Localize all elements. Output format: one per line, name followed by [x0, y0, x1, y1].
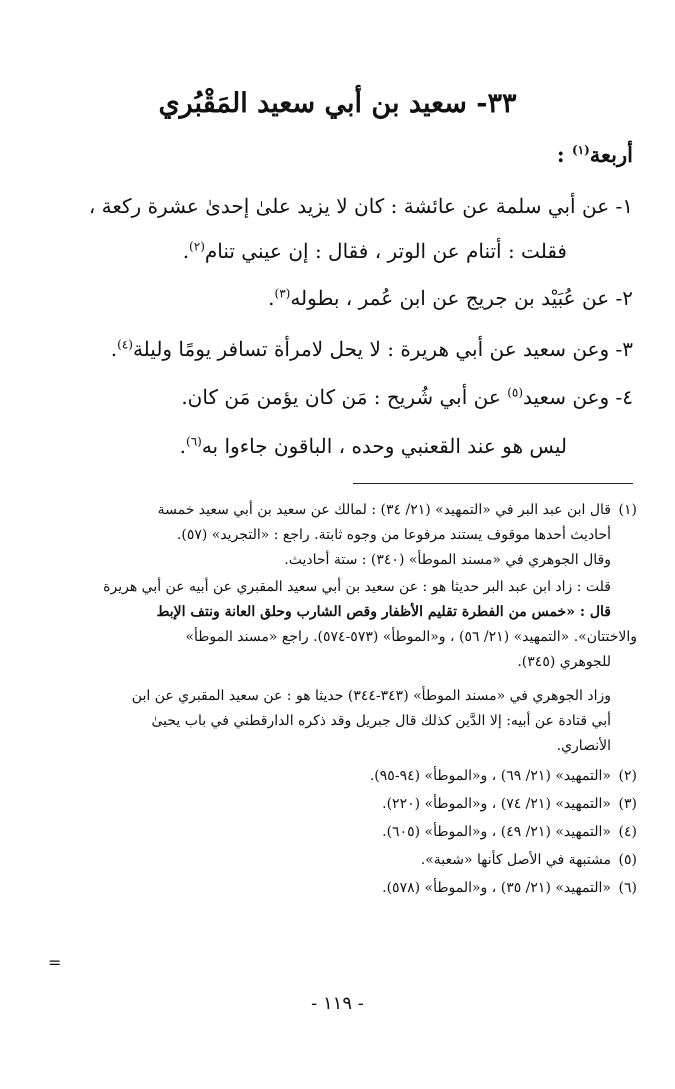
footnote-3 — [37, 792, 637, 817]
footnote-text: للجوهري (٣٤٥). — [517, 654, 611, 670]
footnote-text: «التمهيد» (٢١/ ٣٥) ، و«الموطأ» (٥٧٨). — [382, 880, 611, 896]
footnote-separator — [353, 483, 633, 484]
hadith-text: فقلت : أتنام عن الوتر ، فقال : إن عيني تنام — [204, 239, 567, 263]
chapter-title: ٣٣- سعيد بن أبي سعيد المَقْبُري — [158, 88, 517, 119]
hadith-line-2 — [0, 236, 567, 266]
footnote-1-line — [37, 523, 611, 548]
intro-tail: : — [556, 142, 572, 167]
footnote-text: «التمهيد» (٢١/ ٧٤) ، و«الموطأ» (٢٢٠). — [382, 796, 611, 812]
hadith-line-6 — [0, 431, 567, 461]
footnote-text: أبي قتادة عن أبيه: إلا الدَّين كذلك قال جبريل وقد ذكره الدارقطني في باب يحيىٰ — [151, 713, 611, 729]
hadith-line-3 — [33, 283, 633, 313]
hadith-tail: عن أبي شُريح : مَن كان يؤمن مَن كان. — [181, 385, 508, 409]
hadith-tail: . — [268, 286, 275, 310]
footnote-number: (٦) — [618, 880, 637, 896]
footnote-1-line — [37, 650, 611, 675]
hadith-line-4 — [33, 334, 633, 364]
footnote-number: (٤) — [618, 824, 637, 840]
footnote-1-line — [37, 575, 611, 600]
hadith-text: ١- عن أبي سلمة عن عائشة : كان لا يزيد علىٰ إحدىٰ عشرة ركعة ، — [88, 194, 633, 218]
page-number: - ١١٩ - — [311, 993, 364, 1014]
footnote-text: وقال الجوهري في «مسند الموطأ» (٣٤٠) : ستة أحاديث. — [284, 552, 611, 568]
footnote-6 — [37, 876, 637, 901]
footnote-text: مشتبهة في الأصل كأنها «شعبة». — [420, 852, 611, 868]
footnote-1 — [37, 498, 637, 523]
hadith-text: ليس هو عند القعنبي وحده ، الباقون جاءوا به — [201, 434, 567, 458]
footnote-ref-2[interactable]: (٢) — [189, 239, 205, 254]
hadith-text: ٣- وعن سعيد عن أبي هريرة : لا يحل لامرأة تسافر يومًا وليلة — [132, 337, 633, 361]
hadith-tail: . — [179, 434, 186, 458]
footnote-number: (٥) — [618, 852, 637, 868]
footnote-1-line — [37, 548, 611, 573]
footnote-text: قال : «خمس من الفطرة تقليم الأظفار وقص الشارب وحلق العانة ونتف الإبط — [156, 604, 611, 620]
footnote-text: الأنصاري. — [556, 738, 611, 754]
intro-line — [557, 140, 633, 170]
footnote-text: قلت : زاد ابن عبد البر حديثا هو : عن سعيد بن أبي سعيد المقبري عن أبيه عن أبي هريرة — [103, 579, 611, 595]
footnote-2 — [37, 764, 637, 789]
footnote-ref-4[interactable]: (٤) — [117, 337, 133, 352]
footnote-4 — [37, 820, 637, 845]
footnote-text: «التمهيد» (٢١/ ٦٩) ، و«الموطأ» (٩٤-٩٥). — [369, 768, 611, 784]
hadith-line-5 — [33, 382, 633, 412]
footnote-1-line — [37, 625, 637, 650]
footnote-5 — [37, 848, 637, 873]
hadith-line-1 — [33, 191, 633, 221]
footnote-number: (١) — [618, 502, 637, 518]
footnote-1-line — [37, 709, 611, 734]
footnote-text: قال ابن عبد البر في «التمهيد» (٢١/ ٣٤) : لمالك عن سعيد بن أبي سعيد خمسة — [157, 502, 611, 518]
hadith-text: ٤- وعن سعيد — [523, 385, 633, 409]
continuation-mark: = — [48, 953, 62, 972]
footnote-text: «التمهيد» (٢١/ ٤٩) ، و«الموطأ» (٦٠٥). — [382, 824, 611, 840]
hadith-tail: . — [182, 239, 190, 263]
footnote-1-line — [37, 734, 611, 759]
footnote-number: (٣) — [618, 796, 637, 812]
hadith-text: ٢- عن عُبَيْد بن جريج عن ابن عُمر ، بطوله — [290, 286, 633, 310]
intro-text: أربعة — [589, 142, 633, 167]
footnote-ref-1[interactable]: (١) — [571, 143, 590, 157]
footnote-ref-5[interactable]: (٥) — [507, 385, 524, 400]
hadith-tail: . — [110, 337, 118, 361]
footnote-text: والاختتان». «التمهيد» (٢١/ ٥٦) ، و«الموطأ» (٥٧٣-٥٧٤). راجع «مسند الموطأ» — [185, 629, 637, 645]
footnote-text: أحاديث أحدها موقوف يستند مرفوعا من وجوه ثابتة. راجع : «التجريد» (٥٧). — [176, 527, 611, 543]
footnote-ref-6[interactable]: (٦) — [186, 434, 202, 449]
footnote-number: (٢) — [618, 768, 637, 784]
footnote-1-hadith-bold — [37, 600, 611, 625]
footnote-text: وزاد الجوهري في «مسند الموطأ» (٣٤٣-٣٤٤) حديثا هو : عن سعيد المقبري عن ابن — [131, 688, 611, 704]
footnote-ref-3[interactable]: (٣) — [274, 286, 291, 301]
footnote-1-line — [37, 684, 611, 709]
